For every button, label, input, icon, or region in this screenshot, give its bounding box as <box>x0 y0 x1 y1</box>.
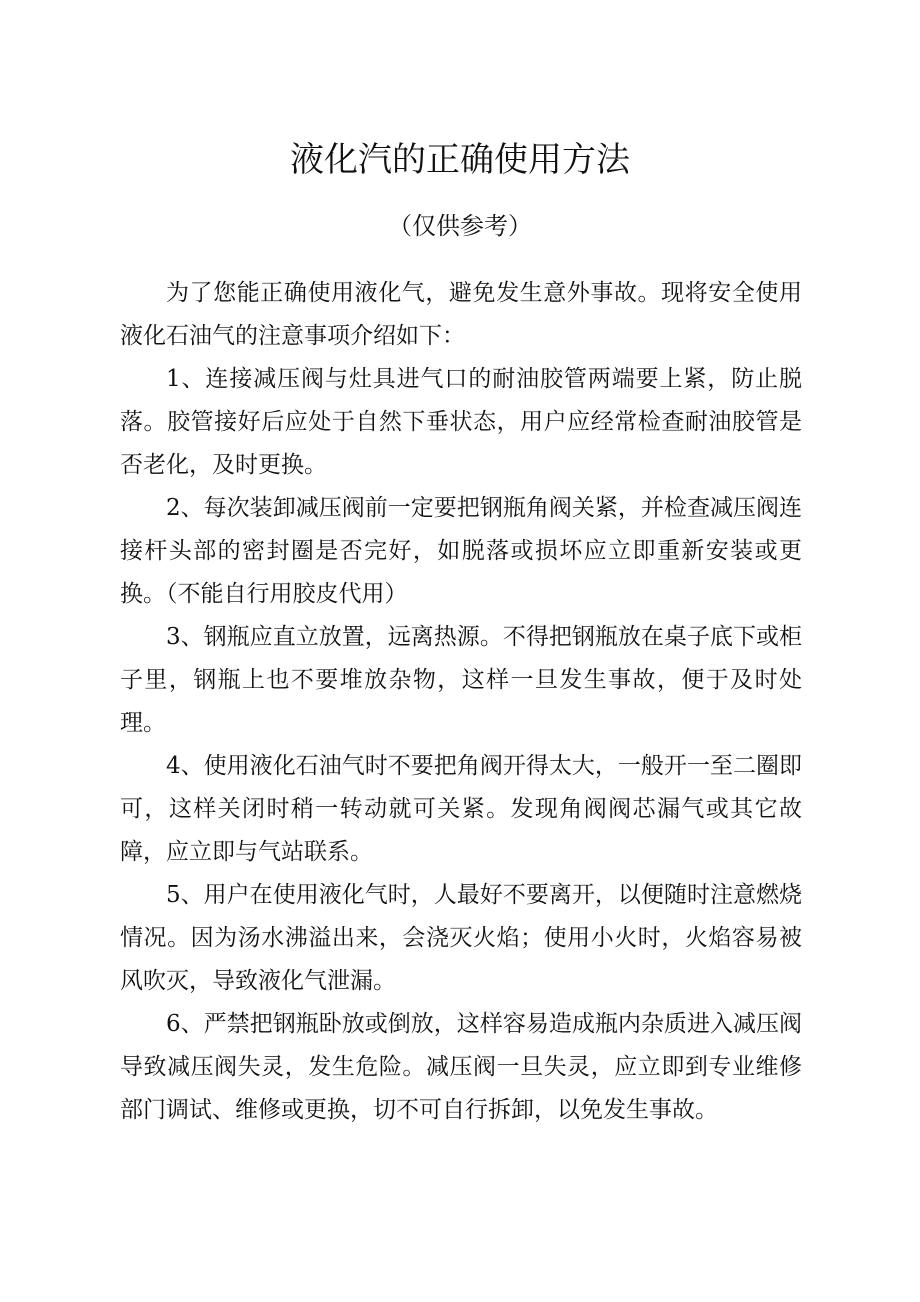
document-body <box>120 272 802 1132</box>
paragraph-item-2: 2、每次装卸减压阀前一定要把钢瓶角阀关紧，并检查减压阀连接杆头部的密封圈是否完好，如脱落或损坏应立即重新安装或更换。（不能自行用胶皮代用） <box>120 495 802 607</box>
document-title: 液化汽的正确使用方法 <box>290 140 630 180</box>
paragraph-item-6: 6、严禁把钢瓶卧放或倒放，这样容易造成瓶内杂质进入减压阀导致减压阀失灵，发生危险。减压阀一旦失灵，应立即到专业维修部门调试、维修或更换，切不可自行拆卸，以免发生事故。 <box>120 1011 802 1123</box>
paragraph-item-5: 5、用户在使用液化气时，人最好不要离开，以便随时注意燃烧情况。因为汤水沸溢出来，会浇灭火焰；使用小火时，火焰容易被风吹灭，导致液化气泄漏。 <box>120 882 802 994</box>
paragraph-intro: 为了您能正确使用液化气，避免发生意外事故。现将安全使用液化石油气的注意事项介绍如下： <box>120 280 802 349</box>
document-subtitle: （仅供参考） <box>388 212 532 240</box>
paragraph-item-4: 4、使用液化石油气时不要把角阀开得太大，一般开一至二圈即可，这样关闭时稍一转动就可关紧。发现角阀阀芯漏气或其它故障，应立即与气站联系。 <box>120 753 802 865</box>
paragraph-item-3: 3、钢瓶应直立放置，远离热源。不得把钢瓶放在桌子底下或柜子里，钢瓶上也不要堆放杂物，这样一旦发生事故，便于及时处理。 <box>120 624 802 736</box>
paragraph-item-1: 1、连接减压阀与灶具进气口的耐油胶管两端要上紧，防止脱落。胶管接好后应处于自然下垂状态，用户应经常检查耐油胶管是否老化，及时更换。 <box>120 366 802 478</box>
